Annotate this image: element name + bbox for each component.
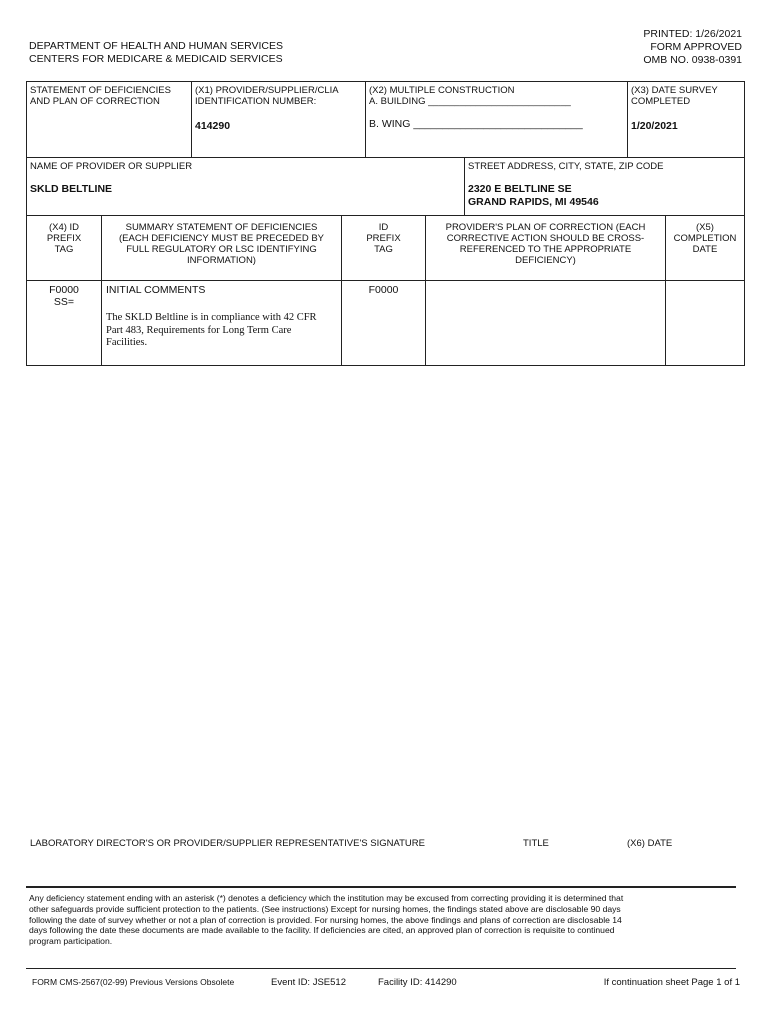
department-line-2: CENTERS FOR MEDICARE & MEDICAID SERVICES	[29, 53, 283, 65]
plan-of-correction-header: PROVIDER'S PLAN OF CORRECTION (EACH CORRECTIVE ACTION SHOULD BE CROSS- REFERENCED TO THE APPROPRIATE DEFICIENCY)	[445, 222, 646, 266]
entry-body: The SKLD Beltline is in compliance with 42 CFR Part 483, Requirements for Long Term Care Facilities.	[106, 312, 317, 348]
x1-label: (X1) PROVIDER/SUPPLIER/CLIA IDENTIFICATION NUMBER:	[195, 85, 339, 107]
entry-id-tag: F0000	[368, 284, 399, 296]
department-line-1: DEPARTMENT OF HEALTH AND HUMAN SERVICES	[29, 40, 283, 52]
title-label: TITLE	[523, 838, 549, 849]
event-id: Event ID: JSE512	[271, 977, 346, 988]
x2-label: (X2) MULTIPLE CONSTRUCTION A. BUILDING ___________________________	[369, 85, 571, 107]
x4-header: (X4) ID PREFIX TAG	[46, 222, 82, 255]
form-number: FORM CMS-2567(02-99) Previous Versions Obsolete	[32, 977, 235, 987]
entry-title: INITIAL COMMENTS	[106, 284, 206, 296]
entry-tag: F0000 SS=	[49, 284, 79, 308]
facility-id: Facility ID: 414290	[378, 977, 457, 988]
provider-id-number: 414290	[195, 120, 231, 132]
summary-header: SUMMARY STATEMENT OF DEFICIENCIES (EACH DEFICIENCY MUST BE PRECEDED BY FULL REGULATORY OR LSC IDENTIFYING INFORMATION)	[119, 222, 324, 266]
provider-name: SKLD BELTLINE	[30, 183, 113, 195]
provider-name-label: NAME OF PROVIDER OR SUPPLIER	[30, 161, 193, 172]
id-prefix-header: ID PREFIX TAG	[366, 222, 401, 255]
address-label: STREET ADDRESS, CITY, STATE, ZIP CODE	[468, 161, 664, 172]
x6-date-label: (X6) DATE	[627, 838, 673, 849]
omb-number: OMB NO. 0938-0391	[643, 54, 742, 66]
disclaimer-text: Any deficiency statement ending with an asterisk (*) denotes a deficiency which the institution may be excused from correcting providing it is determined that other safeguards provide sufficient protection to the patients. (See instructions) Except for nursing homes, the findings stated above are disclosable 90 days following the date of survey whether or not a plan of correction is provided. For nursing homes, the above findings and plans of correction are disclosable 14 days following the date these documents are made available to the facility. If deficiencies are cited, an approved plan of correction is requisite to continued program participation.	[29, 893, 624, 947]
page-number: If continuation sheet Page 1 of 1	[603, 977, 740, 988]
form-approved: FORM APPROVED	[650, 41, 742, 53]
signature-label: LABORATORY DIRECTOR'S OR PROVIDER/SUPPLIER REPRESENTATIVE'S SIGNATURE	[30, 838, 425, 849]
address-line-1: 2320 E BELTLINE SE	[468, 183, 572, 195]
x3-label: (X3) DATE SURVEY COMPLETED	[631, 85, 718, 107]
x2-wing: B. WING _____________________________	[369, 118, 583, 130]
address-line-2: GRAND RAPIDS, MI 49546	[468, 196, 599, 208]
statement-label: STATEMENT OF DEFICIENCIES AND PLAN OF CORRECTION	[30, 85, 171, 107]
survey-completed-date: 1/20/2021	[631, 120, 678, 132]
x5-header: (X5) COMPLETION DATE	[673, 222, 737, 255]
printed-date: PRINTED: 1/26/2021	[643, 28, 742, 40]
